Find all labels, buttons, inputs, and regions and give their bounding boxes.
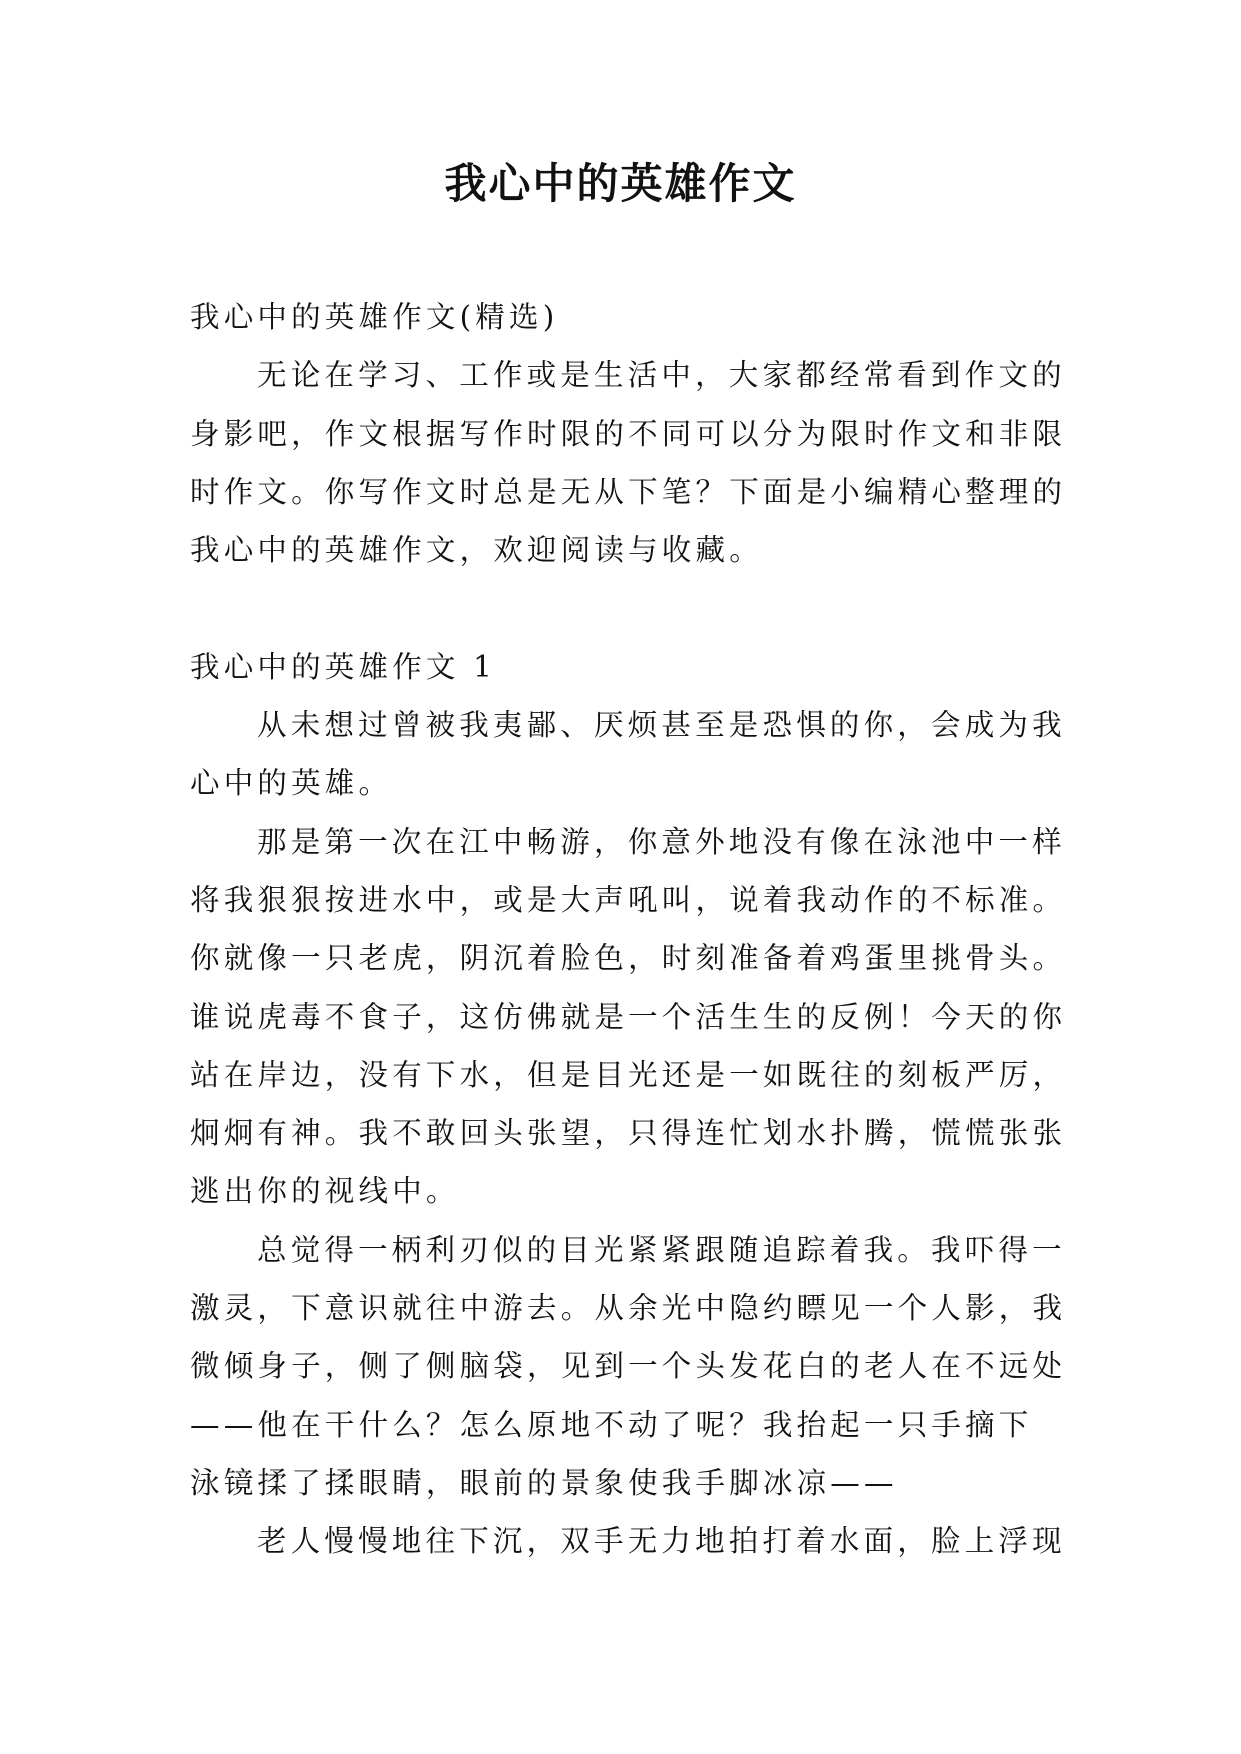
body-line: 你就像一只老虎，阴沉着脸色，时刻准备着鸡蛋里挑骨头。 [190, 941, 1067, 976]
body-line: 站在岸边，没有下水，但是目光还是一如既往的刻板严厉， [190, 1057, 1067, 1092]
body-line: 老人慢慢地往下沉，双手无力地拍打着水面，脸上浮现 [257, 1524, 1066, 1559]
paragraph-gap [190, 579, 1070, 637]
document-body [190, 288, 1070, 1571]
intro-line-1: 无论在学习、工作或是生活中，大家都经常看到作文的 [257, 358, 1066, 393]
body-line: 炯炯有神。我不敢回头张望，只得连忙划水扑腾，慌慌张张 [190, 1116, 1067, 1151]
document-title: 我心中的英雄作文 [444, 159, 797, 208]
body-line: 泳镜揉了揉眼睛，眼前的景象使我手脚冰凉—— [190, 1465, 898, 1500]
body-line: 从未想过曾被我夷鄙、厌烦甚至是恐惧的你，会成为我 [257, 708, 1066, 743]
subtitle-line: 我心中的英雄作文(精选) [190, 300, 559, 334]
body-line: 那是第一次在江中畅游，你意外地没有像在泳池中一样 [257, 824, 1066, 859]
intro-line-3: 时作文。你写作文时总是无从下笔？下面是小编精心整理的 [190, 474, 1067, 509]
body-line: 心中的英雄。 [190, 766, 393, 801]
section-heading: 我心中的英雄作文 1 [190, 649, 497, 684]
body-line: 总觉得一柄利刃似的目光紧紧跟随追踪着我。我吓得一 [257, 1232, 1066, 1267]
intro-line-4: 我心中的英雄作文，欢迎阅读与收藏。 [190, 533, 763, 568]
body-line: ——他在干什么？怎么原地不动了呢？我抬起一只手摘下 [190, 1407, 1033, 1442]
body-line: 将我狠狠按进水中，或是大声吼叫，说着我动作的不标准。 [190, 882, 1067, 917]
intro-line-2: 身影吧，作文根据写作时限的不同可以分为限时作文和非限 [190, 416, 1067, 451]
body-line: 谁说虎毒不食子，这仿佛就是一个活生生的反例！今天的你 [190, 999, 1067, 1034]
body-line: 激灵，下意识就往中游去。从余光中隐约瞟见一个人影，我 [190, 1291, 1067, 1326]
body-line: 逃出你的视线中。 [190, 1174, 460, 1209]
body-line: 微倾身子，侧了侧脑袋，见到一个头发花白的老人在不远处 [190, 1349, 1067, 1384]
